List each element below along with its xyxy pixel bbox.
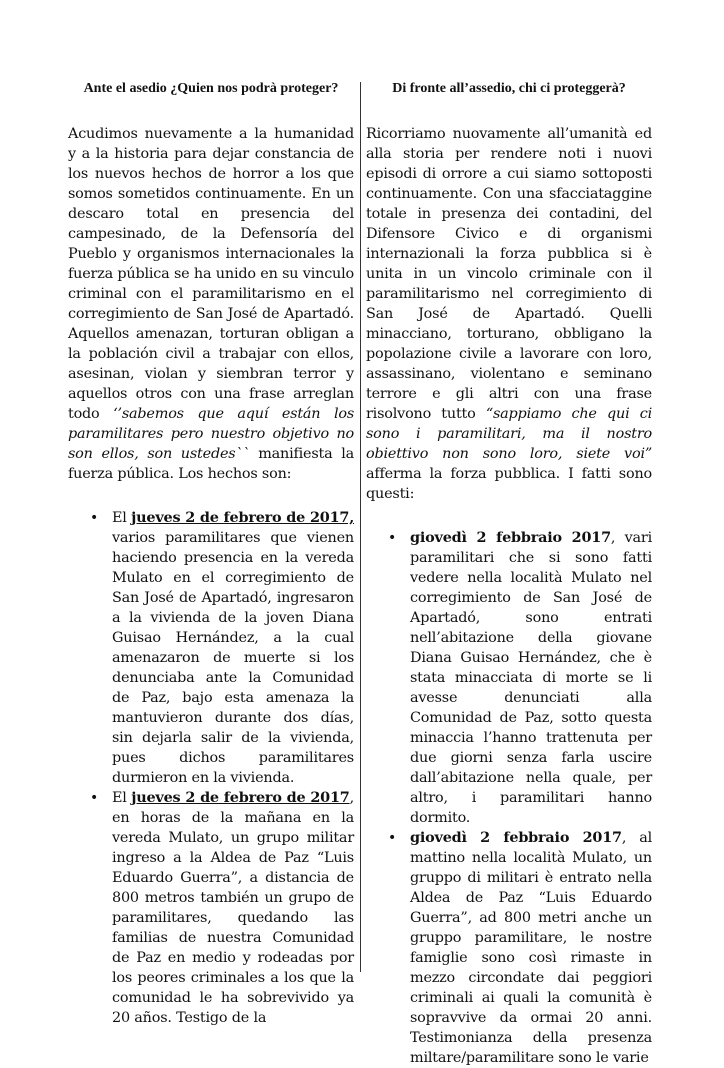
italian-intro — [366, 124, 652, 504]
spanish-item-1-pre: El — [112, 510, 132, 526]
spanish-heading: Ante el asedio ¿Quien nos podrà proteger? — [83, 81, 339, 96]
spanish-column — [68, 78, 354, 1028]
italian-item-1-date: giovedì 2 febbraio 2017 — [410, 529, 611, 546]
italian-facts-list — [366, 528, 652, 1068]
italian-column — [366, 78, 652, 1068]
spanish-item-2-pre: El — [112, 790, 132, 806]
bullet-icon: • — [90, 790, 99, 806]
italian-heading: Di fronte all’assedio, chi ci proteggerà? — [392, 81, 626, 96]
italian-intro-part-2: afferma la forza pubblica. I fatti sono questi: — [366, 466, 652, 502]
bullet-icon: • — [388, 830, 397, 846]
italian-item-1-body: , vari paramilitari che si sono fatti vedere nella località Mulato nel corregimiento de San José de Apartadó, sono entrati nell’abitazione della giovane Diana Guisao Hernández, che è stata minacciata di morte se li avesse denunciati alla Comunidad de Paz, sotto questa minaccia l’hanno trattenuta per due giorni senza farla uscire dall’abitazione nella quale, per altro, i paramilitari hanno dormito. — [410, 530, 652, 826]
list-item — [68, 508, 354, 788]
list-item — [68, 788, 354, 1028]
italian-intro-quote: “sappiamo che qui ci sono i paramilitari, ma il nostro obiettivo non sono loro, siete voi” — [366, 406, 652, 462]
bullet-icon: • — [90, 510, 99, 526]
spanish-item-2-body: , en horas de la mañana en la vereda Mulato, un grupo militar ingreso a la Aldea de Paz “Luis Eduardo Guerra”, a distancia de 800 metros también un grupo de paramilitares, quedando las familias de nuestra Comunidad de Paz en medio y rodeadas por los peores criminales a los que la comunidad le ha sobrevivido ya 20 años. Testigo de la — [112, 790, 354, 1026]
spanish-intro-part-1: Acudimos nuevamente a la humanidad y a la historia para dejar constancia de los nuevos hechos de horror a los que somos sometidos continuamente. En un descaro total en presencia del campesinado, de la Defensoría del Pueblo y organismos internacionales la fuerza pública se ha unido en su vinculo criminal con el paramilitarismo en el corregimiento de San José de Apartadó. Aquellos amenazan, torturan obligan a la población civil a trabajar con ellos, asesinan, violan y siembran terror y aquellos otros con una frase arreglan todo — [68, 126, 354, 422]
spanish-intro-quote: ‘’sabemos que aquí están los paramilitares pero nuestro objetivo no son ellos, son ustedes`` — [68, 406, 354, 462]
column-divider — [360, 82, 361, 972]
italian-intro-part-1: Ricorriamo nuovamente all’umanità ed alla storia per rendere noti i nuovi episodi di orrore a cui siamo sottoposti continuamente. Con una sfacciataggine totale in presenza dei contadini, del Difensore Civico e di organismi internazionali la forza pubblica si è unita in un vincolo criminale con il paramilitarismo nel corregimiento di San José de Apartadó. Quelli minacciano, torturano, obbligano la popolazione civile a lavorare con loro, assassinano, violentano e seminano terrore e gli altri con una frase risolvono tutto — [366, 126, 652, 422]
list-item — [366, 528, 652, 828]
spanish-intro — [68, 124, 354, 484]
bullet-icon: • — [388, 530, 397, 546]
italian-item-2-body: , al mattino nella località Mulato, un gruppo di militari è entrato nella Aldea de Paz “Luis Eduardo Guerra”, ad 800 metri anche un gruppo paramilitare, le nostre famiglie sono così rimaste in mezzo circondate dai peggiori criminali ai quali la comunità è sopravvive da ormai 20 anni. Testimonianza della presenza miltare/paramilitare sono le varie — [410, 830, 652, 1066]
spanish-item-2-text — [112, 788, 354, 1028]
spanish-item-1-body: varios paramilitares que vienen haciendo presencia en la vereda Mulato en el corregimiento de San José de Apartadó, ingresaron a la vivienda de la joven Diana Guisao Hernández, a la cual amenazaron de muerte si los denunciaba ante la Comunidad de Paz, bajo esta amenaza la mantuvieron durante dos días, sin dejarla salir de la vivienda, pues dichos paramilitares durmieron en la vivienda. — [112, 530, 354, 786]
spanish-facts-list — [68, 508, 354, 1028]
italian-item-2-text — [410, 828, 652, 1068]
italian-item-2-date: giovedì 2 febbraio 2017 — [410, 829, 622, 846]
italian-item-1-text — [410, 528, 652, 828]
spanish-item-2-date: jueves 2 de febrero de 2017 — [131, 789, 350, 806]
spanish-item-1-text — [112, 508, 354, 788]
list-item — [366, 828, 652, 1068]
spanish-item-1-date: jueves 2 de febrero de 2017, — [131, 509, 355, 526]
spanish-intro-part-2: manifiesta la fuerza pública. Los hechos son: — [68, 446, 354, 482]
